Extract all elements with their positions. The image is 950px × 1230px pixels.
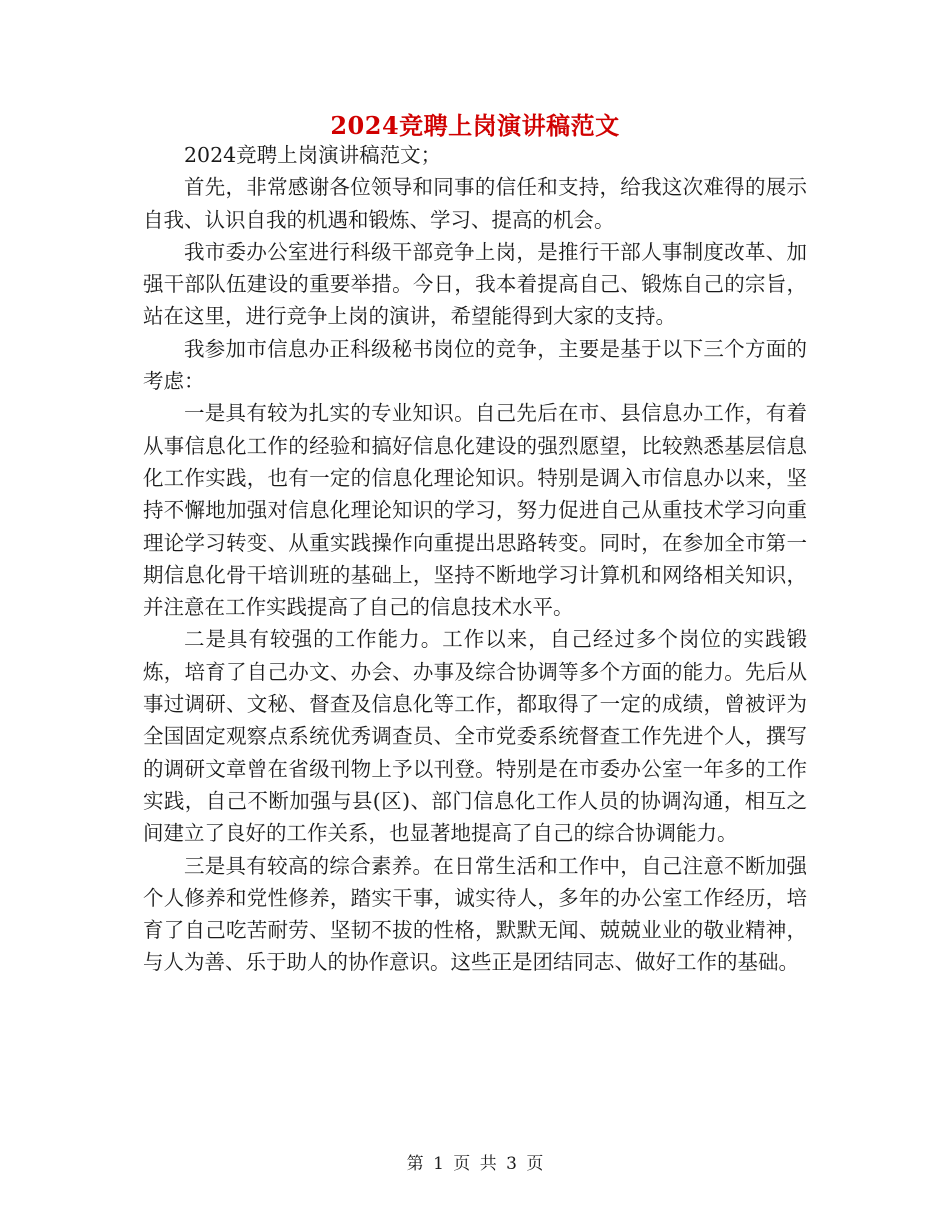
paragraph-background: 我市委办公室进行科级干部竞争上岗，是推行干部人事制度改革、加强干部队伍建设的重要举措。今日，我本着提高自己、锻炼自己的宗旨，站在这里，进行竞争上岗的演讲，希望能得到大家的支持。 <box>143 239 807 329</box>
paragraph-opening: 首先，非常感谢各位领导和同事的信任和支持，给我这次难得的展示自我、认识自我的机遇和锻炼、学习、提高的机会。 <box>143 175 807 232</box>
page-number-footer: 第 1 页 共 3 页 <box>406 1154 544 1174</box>
paragraph-considerations: 我参加市信息办正科级秘书岗位的竞争，主要是基于以下三个方面的考虑： <box>143 336 807 394</box>
paragraph-point-two: 二是具有较强的工作能力。工作以来，自己经过多个岗位的实践锻炼，培育了自己办文、办会、办事及综合协调等多个方面的能力。先后从事过调研、文秘、督查及信息化等工作，都取得了一定的成绩，曾被评为全国固定观察点系统优秀调查员、全市党委系统督查工作先进个人，撰写的调研文章曾在省级刊物上予以刊登。特别是在市委办公室一年多的工作实践，自己不断加强与县(区)、部门信息化工作人员的协调沟通，相互之间建立了良好的工作关系，也显著地提高了自己的综合协调能力。 <box>143 627 807 846</box>
document-title: 2024竞聘上岗演讲稿范文 <box>330 111 620 140</box>
paragraph-point-three: 三是具有较高的综合素养。在日常生活和工作中，自己注意不断加强个人修养和党性修养，踏实干事，诚实待人，多年的办公室工作经历，培育了自己吃苦耐劳、坚韧不拔的性格，默默无闻、兢兢业业的敬业精神，与人为善、乐于助人的协作意识。这些正是团结同志、做好工作的基础。 <box>143 853 807 975</box>
paragraph-heading-line: 2024竞聘上岗演讲稿范文； <box>184 143 442 167</box>
document-body <box>143 139 807 979</box>
paragraph-point-one: 一是具有较为扎实的专业知识。自己先后在市、县信息办工作，有着从事信息化工作的经验和搞好信息化建设的强烈愿望，比较熟悉基层信息化工作实践，也有一定的信息化理论知识。特别是调入市信息办以来，坚持不懈地加强对信息化理论知识的学习，努力促进自己从重技术学习向重理论学习转变、从重实践操作向重提出思路转变。同时，在参加全市第一期信息化骨干培训班的基础上，坚持不断地学习计算机和网络相关知识，并注意在工作实践提高了自己的信息技术水平。 <box>143 401 807 620</box>
